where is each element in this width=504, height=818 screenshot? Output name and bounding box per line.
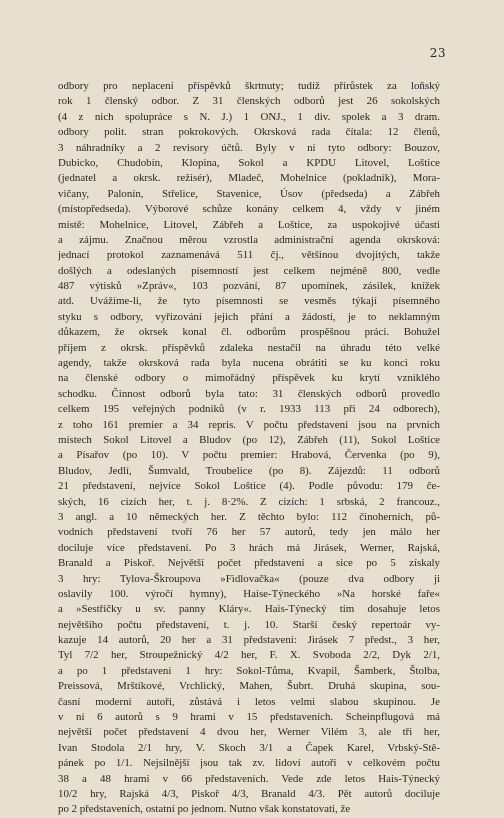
text-line: Preissová, Mrštíkové, Vrchlický, Mahen, Šubrt. Druhá skupina, sou- bbox=[58, 680, 440, 693]
text-line: styku s odbory, vyřizování jejich přání a žádostí, je to neklamným bbox=[58, 310, 440, 323]
text-line: 38 a 48 hrami v 66 představeních. Vede zde letos Hais-Týnecký bbox=[58, 772, 440, 785]
text-line: v ní 6 autorů s 9 hrami v 15 představeních. Scheinpflugová má bbox=[58, 711, 440, 724]
text-line: na členské odbory o mimořádný příspěvek ku krytí vzniklého bbox=[58, 372, 440, 385]
text-line: došlých a odeslaných písemností jest celkem nejméně 800, vedle bbox=[58, 264, 440, 277]
text-line: rok 1 členský odbor. Z 31 členských odborů jest 26 sokolských bbox=[58, 95, 440, 108]
text-line: 3 náhradníky a 2 revisory účtů. Byly v ní tyto odbory: Bouzov, bbox=[58, 141, 440, 154]
text-line: schodku. Činnost odborů byla tato: 31 členských odborů provedlo bbox=[58, 387, 440, 400]
text-line: odbory polit. stran pokrokových. Okrsková rada čítala: 12 členů, bbox=[58, 126, 440, 139]
text-line: z toho 161 premier a 34 repris. V počtu představení jsou na prvních bbox=[58, 418, 440, 431]
text-line: 21 představení, nejvíce Sokol Loštice (4). Podle původu: 179 če- bbox=[58, 480, 440, 493]
text-line: po 2 představeních, ostatní po jednom. Nutno však konstatovati, že bbox=[58, 803, 351, 816]
text-line: Branald a Piskoř. Největší počet představení a sice po 5 získaly bbox=[58, 557, 440, 570]
text-line: a »Sestřičky u sv. panny Kláry«. Hais-Týnecký tím dosahuje letos bbox=[58, 603, 440, 616]
text-line: dociluje více představení. Po 3 hrách má Jirásek, Werner, Rajská, bbox=[58, 541, 440, 554]
text-line: největší počet představení 4 dvou her, Werner Vilém 3, ale tři her, bbox=[58, 726, 440, 739]
body-text bbox=[58, 79, 440, 818]
text-line: Bludov, Jedlí, Šumvald, Troubelice (po 8). Zájezdů: 11 odborů bbox=[58, 464, 440, 477]
text-line: pánek po 1/1. Nejsilnější jsou tak zv. lidoví autoři v celkovém počtu bbox=[58, 757, 440, 770]
text-line: (jednatel a okrsk. režisér), Mladeč, Mohelnice (pokladník), Mora- bbox=[58, 172, 440, 185]
text-line: 10/2 hry, Rajská 4/3, Piskoř 4/3, Branald 4/3. Pět autorů dociluje bbox=[58, 787, 440, 800]
text-line: a Písařov (po 10). V počtu premier: Hrabová, Červenka (po 9), bbox=[58, 449, 440, 462]
text-line: Dubicko, Chudobín, Klopina, Sokol a KPDU Litovel, Loštice bbox=[58, 156, 440, 169]
text-line: ských, 16 cizích her, t. j. 8·2%. Z cizích: 1 srbská, 2 francouz., bbox=[58, 495, 440, 508]
text-line: časní moderní autoři, zůstává i letos velmi slabou skupinou. Je bbox=[58, 695, 440, 708]
text-line: a po 1 představení 1 hry: Sokol-Tůma, Kvapil, Šamberk, Štolba, bbox=[58, 664, 440, 677]
text-line: (místopředseda). Výborové schůze konány celkem 4, vždy v jiném bbox=[58, 203, 440, 216]
text-line: a zájmu. Značnou měrou vzrostla administrační agenda okrsková: bbox=[58, 233, 440, 246]
text-line: Ivan Stodola 2/1 hry, V. Skoch 3/1 a Čapek Karel, Vrbský-Stě- bbox=[58, 741, 440, 754]
text-line: 3 hry: Tylova-Škroupova »Fidlovačka« (pouze dva odbory ji bbox=[58, 572, 440, 585]
text-line: oslavily 100. výročí hymny), Haise-Týneckého »Na horské faře« bbox=[58, 587, 440, 600]
text-line: celkem 195 veřejných podniků (v r. 1933 113 při 24 odborech), bbox=[58, 403, 440, 416]
text-line: 3 angl. a 10 německých her. Z těchto bylo: 112 činoherních, pů- bbox=[58, 510, 440, 523]
text-line: (4 z nich spolupráce s N. J.) 1 ONJ., 1 div. spolek a 3 dram. bbox=[58, 110, 440, 123]
text-line: vodních představení tvoří 76 her 57 autorů, tedy jen málo her bbox=[58, 526, 440, 539]
text-line: kazuje 14 autorů, 20 her a 31 představení: Jirásek 7 předst., 3 her, bbox=[58, 634, 440, 647]
text-line: místě: Mohelnice, Litovel, Zábřeh a Loštice, za uspokojivé účasti bbox=[58, 218, 440, 231]
text-line: místech Sokol Litovel a Bludov (po 12), Zábřeh (11), Sokol Loštice bbox=[58, 433, 440, 446]
text-line: důkazem, že okrsek konal čl. odborům prospěšnou práci. Bohužel bbox=[58, 326, 440, 339]
text-line: Tyl 7/2 her, Stroupežnický 4/2 her, F. X. Svoboda 2/2, Dyk 2/1, bbox=[58, 649, 440, 662]
text-line: atd. Uvážíme-li, že tyto písemnosti se vesměs týkají písemného bbox=[58, 295, 440, 308]
text-line: největšího počtu představení, t. j. 10. Starší český repertoár vy- bbox=[58, 618, 440, 631]
text-line: příjem z okrsk. příspěvků zdaleka nestačil na úhradu této velké bbox=[58, 341, 440, 354]
text-line: odbory pro neplacení příspěvků škrtnuty; tudíž přírůstek za loňský bbox=[58, 80, 440, 92]
text-line: agendy, takže okrsková rada byla nucena obrátiti se ku konci roku bbox=[58, 357, 440, 370]
text-line: 487 výtisků »Zpráv«, 103 pozvání, 87 upomínek, zásilek, knížek bbox=[58, 280, 440, 293]
text-line: jednací protokol zaznamenává 511 čj., většinou dvojitých, takže bbox=[58, 249, 440, 262]
text-line: vičany, Palonín, Střelice, Stavenice, Úsov (předseda) a Zábřeh bbox=[58, 187, 440, 200]
page-number: 23 bbox=[429, 46, 446, 60]
